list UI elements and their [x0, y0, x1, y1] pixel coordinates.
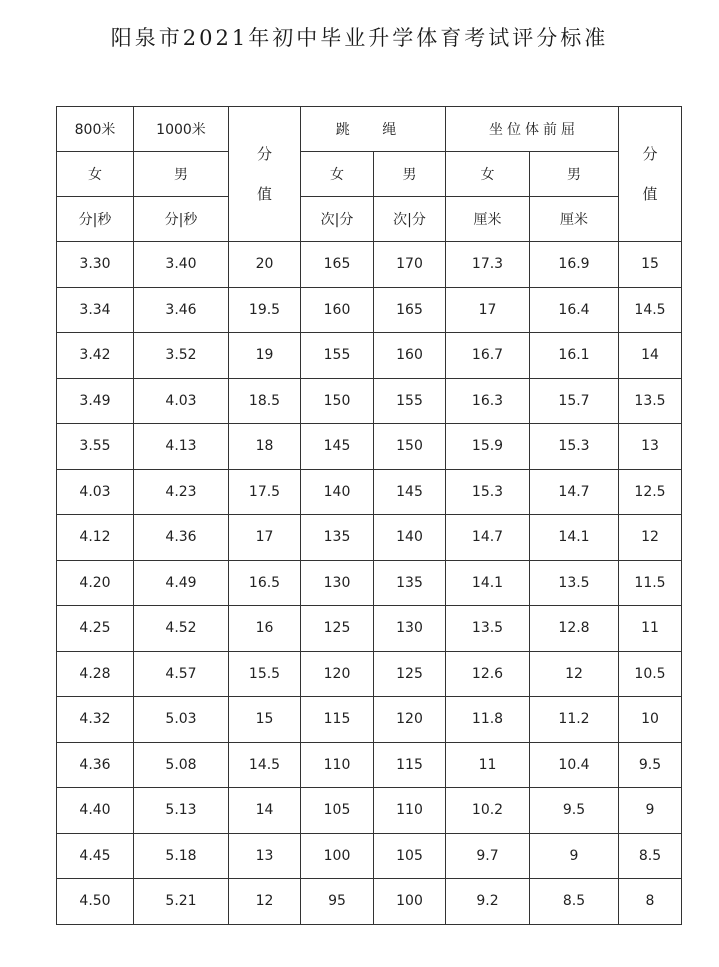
cell-1000m-male: 3.46: [134, 287, 229, 333]
table-row: [57, 788, 682, 834]
cell-score-right: 9: [619, 788, 682, 834]
cell-1000m-male: 5.08: [134, 742, 229, 788]
cell-1000m-male: 4.23: [134, 469, 229, 515]
cell-rope-male: 160: [374, 333, 446, 379]
cell-1000m-male: 4.36: [134, 515, 229, 561]
cell-800m-female: 4.20: [57, 560, 134, 606]
cell-sit-male: 10.4: [530, 742, 619, 788]
header-score-right-1: 分: [642, 145, 658, 163]
table-row: [57, 287, 682, 333]
cell-rope-female: 155: [301, 333, 374, 379]
cell-1000m-male: 5.21: [134, 879, 229, 925]
header-800m-female: 女: [57, 152, 134, 197]
header-sit-male: 男: [530, 152, 619, 197]
cell-rope-male: 110: [374, 788, 446, 834]
header-unit-rope-f: 次|分: [301, 197, 374, 242]
header-unit-800m: 分|秒: [57, 197, 134, 242]
table-row: [57, 606, 682, 652]
cell-sit-female: 9.2: [446, 879, 530, 925]
cell-score-left: 12: [229, 879, 301, 925]
cell-score-right: 10: [619, 697, 682, 743]
cell-rope-female: 120: [301, 651, 374, 697]
cell-score-right: 8: [619, 879, 682, 925]
cell-800m-female: 4.45: [57, 833, 134, 879]
header-unit-sit-m: 厘米: [530, 197, 619, 242]
cell-rope-female: 125: [301, 606, 374, 652]
cell-score-left: 15.5: [229, 651, 301, 697]
cell-rope-male: 140: [374, 515, 446, 561]
cell-rope-male: 145: [374, 469, 446, 515]
cell-rope-female: 105: [301, 788, 374, 834]
cell-score-right: 12: [619, 515, 682, 561]
cell-sit-female: 11.8: [446, 697, 530, 743]
header-sit-reach: 坐位体前屈: [446, 107, 619, 152]
cell-rope-male: 130: [374, 606, 446, 652]
cell-sit-male: 15.3: [530, 424, 619, 470]
cell-sit-female: 17: [446, 287, 530, 333]
page-title: 阳泉市2021年初中毕业升学体育考试评分标准: [110, 26, 609, 50]
header-score-left: [229, 107, 301, 242]
cell-sit-female: 9.7: [446, 833, 530, 879]
cell-sit-female: 15.3: [446, 469, 530, 515]
table-row: [57, 515, 682, 561]
cell-sit-female: 14.7: [446, 515, 530, 561]
cell-score-right: 13.5: [619, 378, 682, 424]
cell-score-left: 13: [229, 833, 301, 879]
cell-score-right: 11: [619, 606, 682, 652]
cell-rope-female: 110: [301, 742, 374, 788]
cell-rope-female: 150: [301, 378, 374, 424]
cell-score-left: 14.5: [229, 742, 301, 788]
cell-sit-male: 13.5: [530, 560, 619, 606]
cell-score-right: 12.5: [619, 469, 682, 515]
cell-sit-female: 16.7: [446, 333, 530, 379]
cell-800m-female: 4.25: [57, 606, 134, 652]
cell-score-right: 14.5: [619, 287, 682, 333]
cell-1000m-male: 5.13: [134, 788, 229, 834]
cell-800m-female: 4.28: [57, 651, 134, 697]
cell-sit-male: 11.2: [530, 697, 619, 743]
cell-1000m-male: 3.52: [134, 333, 229, 379]
cell-1000m-male: 5.18: [134, 833, 229, 879]
cell-rope-female: 145: [301, 424, 374, 470]
cell-score-right: 11.5: [619, 560, 682, 606]
cell-800m-female: 3.34: [57, 287, 134, 333]
cell-sit-female: 16.3: [446, 378, 530, 424]
table-row: [57, 469, 682, 515]
cell-sit-male: 16.4: [530, 287, 619, 333]
header-row-3: [57, 197, 682, 242]
cell-sit-male: 16.9: [530, 242, 619, 288]
cell-score-left: 18: [229, 424, 301, 470]
header-rope-male: 男: [374, 152, 446, 197]
cell-score-right: 10.5: [619, 651, 682, 697]
cell-rope-male: 105: [374, 833, 446, 879]
table-row: [57, 424, 682, 470]
header-1000m-male: 男: [134, 152, 229, 197]
cell-rope-male: 165: [374, 287, 446, 333]
cell-rope-male: 150: [374, 424, 446, 470]
cell-score-left: 16: [229, 606, 301, 652]
cell-800m-female: 4.32: [57, 697, 134, 743]
cell-rope-female: 160: [301, 287, 374, 333]
header-score-left-1: 分: [256, 145, 272, 163]
cell-sit-male: 14.1: [530, 515, 619, 561]
cell-sit-female: 14.1: [446, 560, 530, 606]
header-rope-female: 女: [301, 152, 374, 197]
cell-score-left: 17.5: [229, 469, 301, 515]
header-unit-rope-m: 次|分: [374, 197, 446, 242]
table-row: [57, 879, 682, 925]
cell-800m-female: 3.42: [57, 333, 134, 379]
cell-sit-male: 8.5: [530, 879, 619, 925]
cell-sit-female: 15.9: [446, 424, 530, 470]
cell-score-left: 17: [229, 515, 301, 561]
header-unit-1000m: 分|秒: [134, 197, 229, 242]
cell-sit-male: 12: [530, 651, 619, 697]
cell-score-left: 14: [229, 788, 301, 834]
cell-sit-male: 14.7: [530, 469, 619, 515]
cell-rope-male: 170: [374, 242, 446, 288]
cell-800m-female: 3.55: [57, 424, 134, 470]
cell-800m-female: 4.12: [57, 515, 134, 561]
cell-rope-female: 130: [301, 560, 374, 606]
cell-sit-female: 13.5: [446, 606, 530, 652]
table-row: [57, 242, 682, 288]
header-unit-sit-f: 厘米: [446, 197, 530, 242]
cell-score-right: 14: [619, 333, 682, 379]
cell-score-left: 15: [229, 697, 301, 743]
cell-sit-female: 17.3: [446, 242, 530, 288]
cell-score-right: 9.5: [619, 742, 682, 788]
cell-sit-female: 10.2: [446, 788, 530, 834]
cell-rope-female: 95: [301, 879, 374, 925]
cell-sit-female: 12.6: [446, 651, 530, 697]
cell-rope-male: 120: [374, 697, 446, 743]
cell-1000m-male: 4.03: [134, 378, 229, 424]
cell-sit-female: 11: [446, 742, 530, 788]
cell-rope-male: 135: [374, 560, 446, 606]
cell-sit-male: 15.7: [530, 378, 619, 424]
header-rope: 跳 绳: [301, 107, 446, 152]
cell-800m-female: 3.30: [57, 242, 134, 288]
cell-sit-male: 9.5: [530, 788, 619, 834]
cell-sit-male: 9: [530, 833, 619, 879]
cell-rope-male: 125: [374, 651, 446, 697]
cell-rope-female: 100: [301, 833, 374, 879]
cell-score-left: 16.5: [229, 560, 301, 606]
cell-1000m-male: 4.52: [134, 606, 229, 652]
table-body: [57, 242, 682, 925]
cell-1000m-male: 4.49: [134, 560, 229, 606]
cell-1000m-male: 3.40: [134, 242, 229, 288]
header-score-right-2: 值: [642, 185, 658, 203]
header-sit-female: 女: [446, 152, 530, 197]
header-800m: 800米: [57, 107, 134, 152]
cell-rope-female: 115: [301, 697, 374, 743]
table-row: [57, 742, 682, 788]
cell-1000m-male: 4.13: [134, 424, 229, 470]
score-table: [56, 106, 682, 925]
cell-rope-female: 140: [301, 469, 374, 515]
cell-score-left: 18.5: [229, 378, 301, 424]
cell-sit-male: 16.1: [530, 333, 619, 379]
header-1000m: 1000米: [134, 107, 229, 152]
cell-score-left: 19: [229, 333, 301, 379]
header-row-2: [57, 152, 682, 197]
cell-800m-female: 4.36: [57, 742, 134, 788]
header-score-left-2: 值: [256, 185, 272, 203]
cell-1000m-male: 5.03: [134, 697, 229, 743]
cell-800m-female: 4.03: [57, 469, 134, 515]
cell-800m-female: 3.49: [57, 378, 134, 424]
cell-800m-female: 4.40: [57, 788, 134, 834]
header-score-right: [619, 107, 682, 242]
cell-800m-female: 4.50: [57, 879, 134, 925]
cell-score-right: 13: [619, 424, 682, 470]
cell-1000m-male: 4.57: [134, 651, 229, 697]
cell-rope-male: 155: [374, 378, 446, 424]
cell-rope-female: 165: [301, 242, 374, 288]
table-row: [57, 651, 682, 697]
cell-sit-male: 12.8: [530, 606, 619, 652]
cell-score-right: 8.5: [619, 833, 682, 879]
table-row: [57, 697, 682, 743]
header-row-1: [57, 107, 682, 152]
cell-rope-male: 115: [374, 742, 446, 788]
table-row: [57, 833, 682, 879]
cell-score-left: 20: [229, 242, 301, 288]
table-row: [57, 333, 682, 379]
table-row: [57, 378, 682, 424]
cell-score-right: 15: [619, 242, 682, 288]
cell-rope-female: 135: [301, 515, 374, 561]
table-row: [57, 560, 682, 606]
cell-rope-male: 100: [374, 879, 446, 925]
cell-score-left: 19.5: [229, 287, 301, 333]
